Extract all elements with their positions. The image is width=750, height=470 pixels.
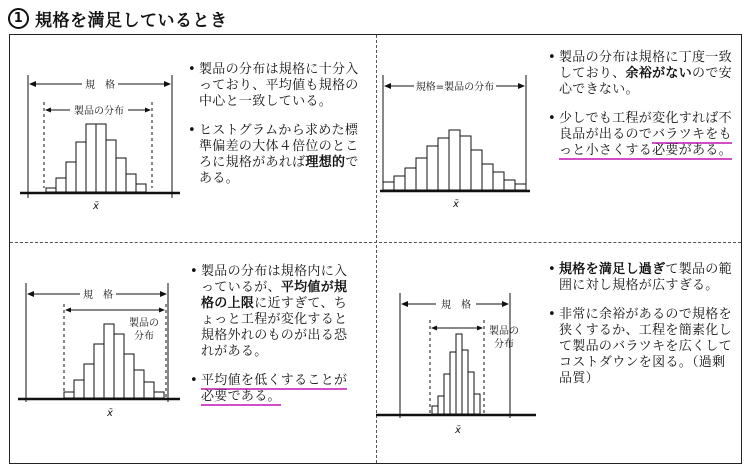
spec-label: 規 格 — [83, 290, 113, 301]
bar-6 — [114, 334, 124, 398]
bar-1 — [64, 392, 74, 398]
bar-2 — [394, 176, 405, 190]
bar-11 — [493, 172, 504, 190]
mean-label: x̄ — [453, 199, 459, 210]
bar-1 — [432, 406, 438, 414]
panel-2-bullet-2: • 少しでも工程が変化すれば不良品が出るのでバラツキをもっと小さくする必要がある。 — [548, 111, 734, 159]
bar-4 — [76, 142, 86, 192]
heading-title: 規格を満足しているとき — [35, 10, 228, 31]
spec-label: 規 格 — [85, 80, 115, 91]
heading — [8, 5, 228, 31]
histogram-bars — [46, 124, 146, 192]
panel-1-notes — [188, 62, 360, 200]
highlighted-text: バラツキをもっと小さくする必要がある。 — [559, 127, 732, 158]
bar-7 — [449, 130, 460, 190]
panel-4-bullet-1: • 規格を満足し過ぎて製品の範囲に対し規格が広すぎる。 — [548, 262, 736, 294]
bar-3 — [405, 168, 416, 190]
histogram-bars — [432, 334, 480, 414]
highlighted-text: 平均値を低くすることが必要である。 — [201, 373, 348, 404]
histogram-chart-2 — [380, 72, 530, 222]
bar-5 — [456, 334, 462, 414]
distribution-label-line-1: 製品の — [129, 318, 159, 329]
bar-4 — [416, 158, 427, 190]
mean-label: x̄ — [107, 408, 113, 419]
bar-6 — [462, 350, 468, 414]
bar-10 — [136, 184, 146, 192]
distribution-label-line-1: 製品の — [489, 326, 519, 337]
bar-12 — [504, 180, 515, 190]
bar-7 — [124, 354, 134, 398]
mean-label: x̄ — [455, 425, 461, 436]
bar-3 — [84, 364, 94, 398]
spec-label: 規格=製品の分布 — [415, 82, 495, 93]
histogram-bars — [383, 130, 526, 190]
bar-6 — [438, 138, 449, 190]
panel-3-bullet-2 — [190, 373, 360, 405]
panel-1-bullet-2: • ヒストグラムから求めた標準偏差の大体４倍位のところに規格があれば理想的である。 — [188, 123, 360, 187]
bar-8 — [474, 394, 480, 414]
bar-1 — [46, 188, 56, 192]
panel-4-notes — [548, 262, 736, 400]
bar-3 — [66, 162, 76, 192]
bar-4 — [450, 352, 456, 414]
bar-2 — [438, 396, 444, 414]
bar-9 — [126, 174, 136, 192]
bar-10 — [154, 392, 164, 398]
horizontal-divider — [10, 242, 741, 243]
distribution-label-line-2: 分布 — [134, 331, 154, 342]
bar-1 — [383, 182, 394, 190]
panel-3-notes — [190, 264, 360, 418]
panel-4-bullet-2: • 非常に余裕があるので規格を狭くするか、工程を簡素化して製品のバラツキを広くしてコストダウンを図る。（過剰品質） — [548, 307, 736, 387]
bar-5 — [427, 146, 438, 190]
histogram-chart-4 — [376, 290, 536, 442]
panel-3-bullet-1: • 製品の分布は規格内に入っているが、平均値が規格の上限に近すぎて、ちょっと工程が変化すると規格外れのものが出る恐れがある。 — [190, 264, 360, 360]
bar-7 — [106, 140, 116, 192]
bar-5 — [104, 324, 114, 398]
histogram-chart-1 — [20, 72, 180, 222]
panel-2-bullet-1: • 製品の分布は規格に丁度一致しており、余裕がないので安心できない。 — [548, 50, 734, 98]
bar-5 — [86, 124, 96, 192]
histogram-chart-3 — [18, 278, 180, 430]
bar-4 — [94, 344, 104, 398]
spec-label: 規 格 — [441, 300, 471, 311]
bar-8 — [134, 370, 144, 398]
bar-10 — [482, 164, 493, 190]
distribution-label: 製品の分布 — [74, 106, 124, 117]
mean-label: x̄ — [93, 201, 99, 212]
bar-9 — [471, 150, 482, 190]
panel-2-notes — [548, 50, 734, 172]
bar-13 — [515, 184, 526, 190]
bar-2 — [74, 380, 84, 398]
bar-2 — [56, 178, 66, 192]
panel-1-bullet-1: • 製品の分布は規格に十分入っており、平均値も規格の中心と一致している。 — [188, 62, 360, 110]
heading-number: 1 — [8, 8, 29, 29]
bar-8 — [460, 136, 471, 190]
bar-8 — [116, 158, 126, 192]
bar-7 — [468, 372, 474, 414]
bar-9 — [144, 382, 154, 398]
bar-6 — [96, 124, 106, 192]
distribution-label-line-2: 分布 — [494, 339, 514, 350]
bar-3 — [444, 374, 450, 414]
